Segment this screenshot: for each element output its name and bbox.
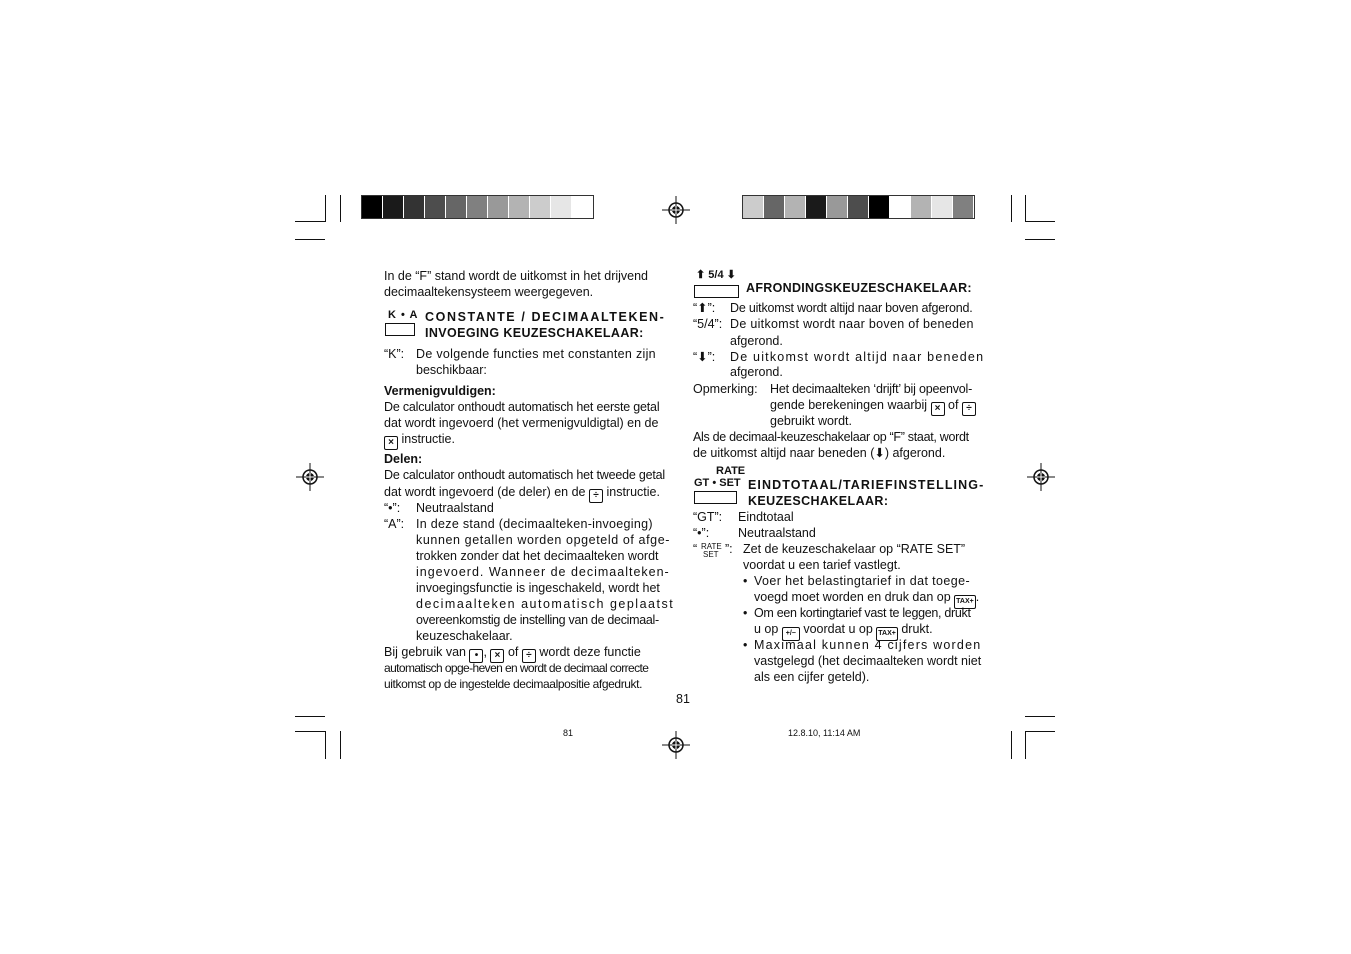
color-swatch xyxy=(467,196,488,218)
paragraph-line: automatisch opge-heven en wordt de decimaal correcte xyxy=(384,661,649,675)
term: “5/4”: xyxy=(693,317,723,331)
paragraph-line: uitkomst op de ingestelde decimaalpositie afgedrukt. xyxy=(384,677,643,691)
definition: Het decimaalteken ‘drijft’ bij opeenvol- xyxy=(770,382,973,396)
paragraph-line: Als de decimaal-keuzeschakelaar op “F” staat, wordt xyxy=(693,430,969,444)
decimal-key-icon: • xyxy=(469,649,483,663)
color-swatch xyxy=(446,196,467,218)
crop-mark xyxy=(1025,239,1055,240)
footer-page: 81 xyxy=(563,728,574,738)
registration-mark-icon xyxy=(662,731,690,759)
divide-key-icon: ÷ xyxy=(589,489,603,503)
color-swatch xyxy=(530,196,551,218)
registration-mark-icon xyxy=(296,463,324,491)
subheading: Vermenigvuldigen: xyxy=(384,384,496,398)
switch-box xyxy=(694,285,739,298)
term: “•”: xyxy=(693,526,710,540)
paragraph-line: De calculator onthoudt automatisch het tweede getal xyxy=(384,468,665,482)
crop-mark xyxy=(295,239,325,240)
definition: overeenkomstig de instelling van de decimaal- xyxy=(416,613,659,627)
divide-key-icon: ÷ xyxy=(522,649,536,663)
color-swatch xyxy=(869,196,890,218)
registration-mark-icon xyxy=(1027,463,1055,491)
switch-label: GT • SET xyxy=(694,477,741,489)
term: “A”: xyxy=(384,517,405,531)
definition: invoegingsfunctie is ingeschakeld, wordt het xyxy=(416,581,660,595)
crop-mark xyxy=(295,221,325,222)
definition: gebruikt wordt. xyxy=(770,414,852,428)
registration-mark-icon xyxy=(662,196,690,224)
definition: voordat u een tarief vastlegt. xyxy=(743,558,901,572)
paragraph-line: de uitkomst altijd naar beneden (⬇) afgerond. xyxy=(693,446,946,460)
crop-mark xyxy=(1025,221,1055,222)
term: “K”: xyxy=(384,347,405,361)
footer-timestamp: 12.8.10, 11:14 AM xyxy=(788,728,861,738)
color-calibration-bar-right xyxy=(742,195,975,219)
crop-mark xyxy=(1025,731,1026,759)
crop-mark xyxy=(325,195,326,222)
subheading: Delen: xyxy=(384,452,423,466)
term: “•”: xyxy=(384,501,401,515)
paragraph-line: dat wordt ingevoerd (het vermenigvuldigtal) en de xyxy=(384,416,659,430)
crop-mark xyxy=(295,731,325,732)
color-swatch xyxy=(848,196,869,218)
color-swatch xyxy=(509,196,530,218)
intro-line: In de “F” stand wordt de uitkomst in het drijvend xyxy=(384,269,649,283)
definition: Eindtotaal xyxy=(738,510,794,524)
definition: De uitkomst wordt altijd naar beneden xyxy=(730,350,985,364)
page-number: 81 xyxy=(676,692,690,706)
set-label: SET xyxy=(703,550,719,559)
term: “GT”: xyxy=(693,510,723,524)
color-swatch xyxy=(953,196,974,218)
switch-box xyxy=(694,491,737,504)
term-rate-set-close: ”: xyxy=(725,542,733,556)
tax-plus-key-icon: TAX+ xyxy=(876,627,898,641)
list-item: Om een kortingtarief vast te leggen, drukt xyxy=(754,606,971,620)
divide-key-icon: ÷ xyxy=(962,402,976,416)
definition: decimaalteken automatisch geplaatst xyxy=(416,597,675,611)
switch-box xyxy=(385,323,415,336)
crop-mark xyxy=(1025,716,1055,717)
paragraph-line: Bij gebruik van • , × of ÷ wordt deze functie xyxy=(384,645,641,661)
definition: afgerond. xyxy=(730,365,783,379)
definition: keuzeschakelaar. xyxy=(416,629,513,643)
switch-label: K • A xyxy=(388,309,419,321)
crop-mark xyxy=(1025,731,1055,732)
definition: In deze stand (decimaalteken-invoeging) xyxy=(416,517,653,531)
definition: Neutraalstand xyxy=(416,501,494,515)
list-item: u op +/− voordat u op TAX+ drukt. xyxy=(754,621,933,641)
color-swatch xyxy=(425,196,446,218)
color-swatch xyxy=(806,196,827,218)
definition: De uitkomst wordt naar boven of beneden xyxy=(730,317,974,331)
color-swatch xyxy=(383,196,404,218)
bullet-icon: • xyxy=(743,606,748,620)
color-calibration-bar-left xyxy=(361,195,594,219)
definition: trokken zonder dat het decimaalteken wordt xyxy=(416,549,659,563)
multiply-key-icon: × xyxy=(931,402,945,416)
definition: ingevoerd. Wanneer de decimaalteken- xyxy=(416,565,670,579)
rate-label: RATE xyxy=(701,542,722,551)
section-heading: INVOEGING KEUZESCHAKELAAR: xyxy=(425,326,644,340)
term-rate-set: “ xyxy=(693,542,698,556)
color-swatch xyxy=(764,196,785,218)
section-heading: EINDTOTAAL/TARIEFINSTELLING- xyxy=(748,478,985,492)
plus-minus-key-icon: +/− xyxy=(782,627,800,641)
intro-line: decimaaltekensysteem weergegeven. xyxy=(384,285,594,299)
list-item: voegd moet worden en druk dan op TAX+ . xyxy=(754,589,979,609)
color-swatch xyxy=(890,196,911,218)
bullet-icon: • xyxy=(743,574,748,588)
color-swatch xyxy=(572,196,593,218)
color-swatch xyxy=(488,196,509,218)
crop-mark xyxy=(1011,195,1012,222)
definition: gende berekeningen waarbij × of ÷ xyxy=(770,397,976,416)
definition: Zet de keuzeschakelaar op “RATE SET” xyxy=(743,542,966,556)
color-swatch xyxy=(743,196,764,218)
section-heading: AFRONDINGSKEUZESCHAKELAAR: xyxy=(746,281,972,295)
crop-mark xyxy=(325,731,326,759)
paragraph-line: dat wordt ingevoerd (de deler) en de ÷ instructie. xyxy=(384,485,660,501)
paragraph-line: × instructie. xyxy=(384,431,455,450)
definition: De volgende functies met constanten zijn xyxy=(416,347,656,361)
crop-mark xyxy=(340,731,341,759)
color-swatch xyxy=(827,196,848,218)
color-swatch xyxy=(911,196,932,218)
crop-mark xyxy=(1011,731,1012,759)
definition: Neutraalstand xyxy=(738,526,816,540)
crop-mark xyxy=(295,716,325,717)
definition: afgerond. xyxy=(730,334,783,348)
term: “⬆”: xyxy=(693,301,716,315)
term: “⬇”: xyxy=(693,350,716,364)
color-swatch xyxy=(932,196,953,218)
multiply-key-icon: × xyxy=(384,436,398,450)
list-item: als een cijfer geteld). xyxy=(754,670,870,684)
list-item: Voer het belastingtarief in dat toege- xyxy=(754,574,971,588)
color-swatch xyxy=(362,196,383,218)
tax-plus-key-icon: TAX+ xyxy=(954,595,976,609)
switch-label: ⬆ 5/4 ⬇ xyxy=(696,269,736,281)
multiply-key-icon: × xyxy=(490,649,504,663)
color-swatch xyxy=(785,196,806,218)
bullet-icon: • xyxy=(743,638,748,652)
term: Opmerking: xyxy=(693,382,758,396)
definition: kunnen getallen worden opgeteld of afge- xyxy=(416,533,671,547)
definition: beschikbaar: xyxy=(416,363,487,377)
switch-label: RATE xyxy=(716,465,746,477)
paragraph-line: De calculator onthoudt automatisch het eerste getal xyxy=(384,400,660,414)
list-item: Maximaal kunnen 4 cijfers worden xyxy=(754,638,982,652)
section-heading: KEUZESCHAKELAAR: xyxy=(748,494,889,508)
section-heading: CONSTANTE / DECIMAALTEKEN- xyxy=(425,310,666,324)
crop-mark xyxy=(1025,195,1026,222)
color-swatch xyxy=(551,196,572,218)
color-swatch xyxy=(404,196,425,218)
crop-mark xyxy=(340,195,341,222)
list-item: vastgelegd (het decimaalteken wordt niet xyxy=(754,654,982,668)
definition: De uitkomst wordt altijd naar boven afgerond. xyxy=(730,301,973,315)
